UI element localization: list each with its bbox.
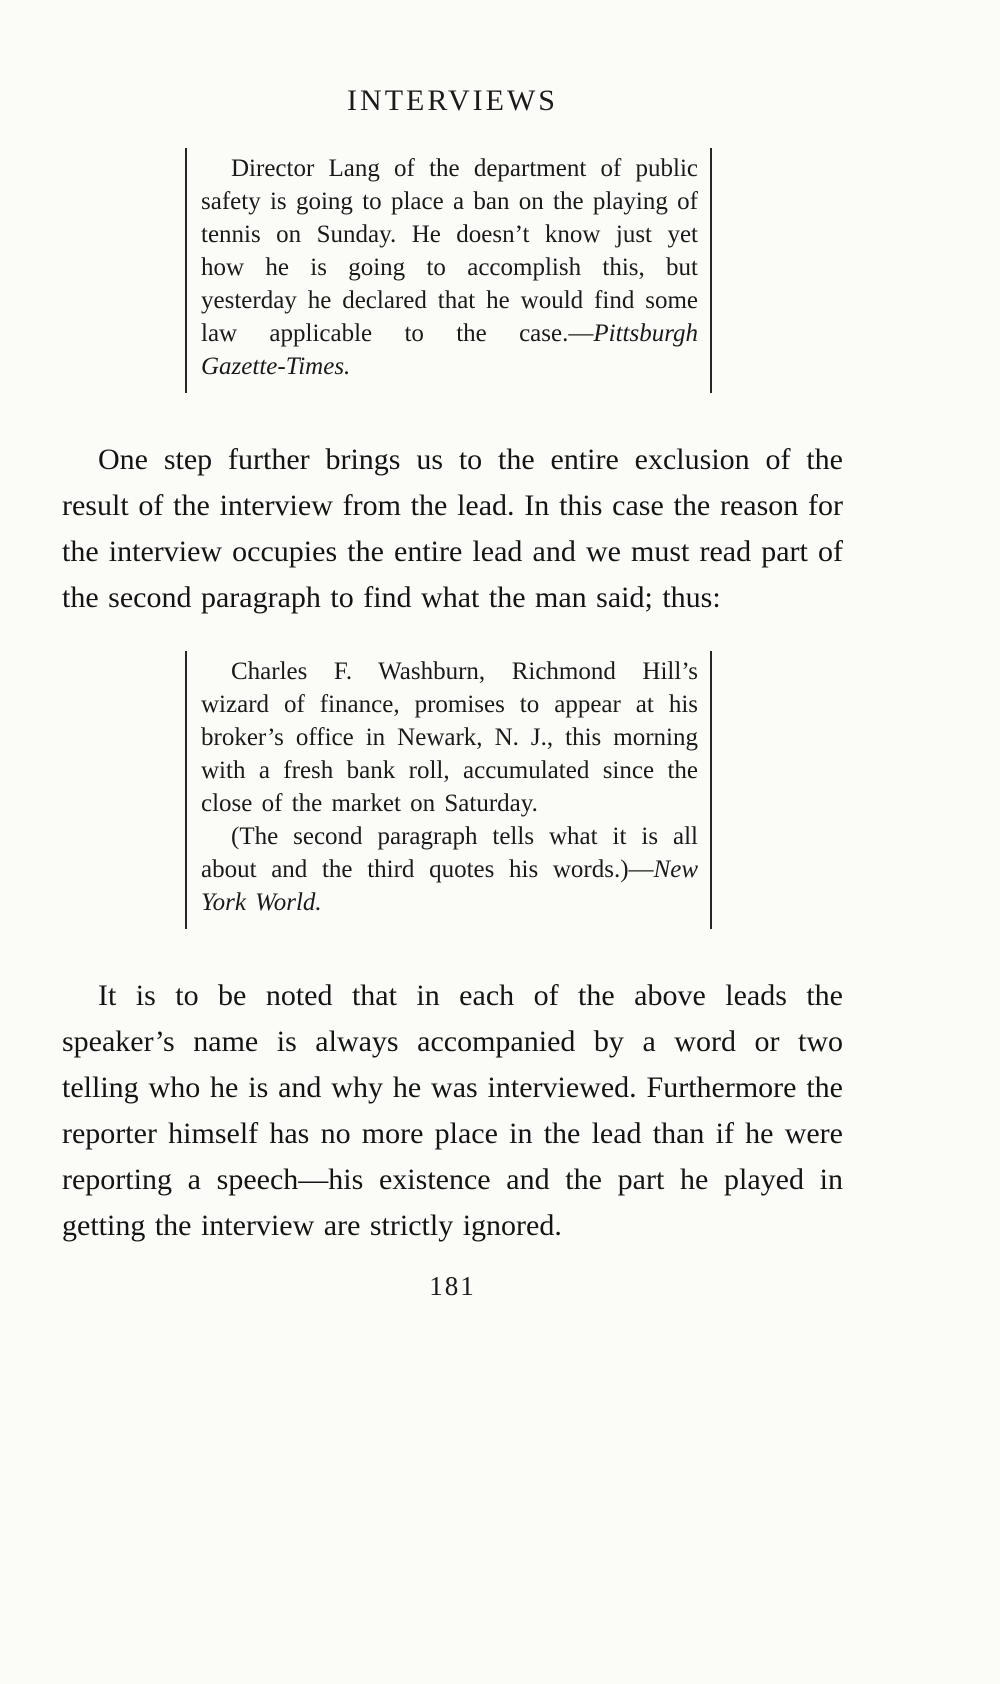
excerpt-2-attribution: New York World.: [201, 856, 698, 916]
excerpt-2-paragraph-1: Charles F. Washburn, Richmond Hill’s wizard of finance, promises to appear at his broker’s office in Newark, N. J., this morning with a fresh bank roll, accumulated since the close of the market on Saturday.: [201, 658, 698, 817]
running-head: INTERVIEWS: [347, 84, 558, 117]
excerpt-2-paragraph-2: [201, 820, 698, 919]
excerpt-1-body: Director Lang of the department of public safety is going to place a ban on the playing of tennis on Sunday. He doesn’t know just yet how he is going to accomplish this, but yesterday he declared that he would find some law applicable to the case.—: [201, 155, 698, 347]
paragraph-1: One step further brings us to the entire exclusion of the result of the interview from the lead. In this case the reason for the interview occupies the entire lead and we must read part of the second paragraph to find what the man said; thus:: [62, 443, 843, 614]
excerpt-1-paragraph: [201, 152, 698, 383]
newspaper-excerpt-1: [185, 148, 712, 393]
excerpt-1-attribution: Pittsburgh Gazette-Times.: [201, 320, 698, 380]
page-number: 181: [429, 1271, 476, 1301]
newspaper-excerpt-2: [185, 651, 712, 929]
excerpt-2-body: (The second paragraph tells what it is all about and the third quotes his words.)—: [201, 823, 698, 883]
paragraph-2: It is to be noted that in each of the above leads the speaker’s name is always accompanied by a word or two telling who he is and why he was interviewed. Furthermore the reporter himself has no more place in the lead than if he were reporting a speech—his existence and the part he played in getting the interview are strictly ignored.: [62, 979, 843, 1242]
